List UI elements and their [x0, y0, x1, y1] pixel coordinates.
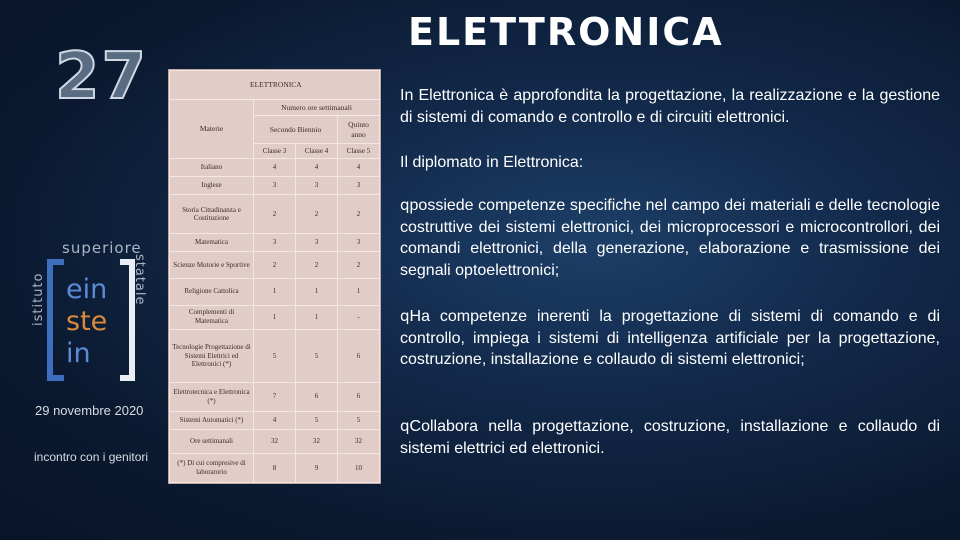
table-title: ELETTRONICA [170, 71, 380, 100]
hours-cell: 2 [254, 195, 296, 234]
table-row [170, 195, 380, 234]
logo-top-word: superiore [62, 239, 142, 257]
hours-cell: 3 [296, 234, 338, 252]
bullet-marker: q [400, 196, 410, 214]
hours-cell: 2 [338, 195, 380, 234]
hours-cell: 3 [254, 234, 296, 252]
bullet-marker: q [400, 417, 410, 435]
hours-cell: 2 [338, 252, 380, 279]
hours-cell: 32 [296, 429, 338, 453]
table-row [170, 278, 380, 305]
meeting-label: incontro con i genitori [34, 450, 149, 464]
table-row [170, 383, 380, 412]
subject-header: Materie [170, 99, 254, 158]
hours-cell: 3 [254, 177, 296, 195]
hours-cell: 6 [338, 329, 380, 382]
bullet-marker: q [400, 307, 410, 325]
subject-cell: Matematica [170, 234, 254, 252]
table-row [170, 329, 380, 382]
class-header: Classe 3 [254, 144, 296, 158]
hours-cell: 2 [296, 252, 338, 279]
hours-cell: 2 [296, 195, 338, 234]
table-row [170, 429, 380, 453]
table-row [170, 177, 380, 195]
hours-cell: 7 [254, 383, 296, 412]
hours-cell: 9 [296, 454, 338, 483]
table-row [170, 158, 380, 176]
hours-cell: 32 [338, 429, 380, 453]
subject-cell: Tecnologie Progettazione di Sistemi Elettrici ed Elettronici (*) [170, 329, 254, 382]
hours-cell: 2 [254, 252, 296, 279]
logo-line-2: ste [66, 306, 108, 337]
bullet-text: possiede competenze specifiche nel campo dei materiali e delle tecnologie costruttive dei sistemi elettronici, dei microprocessori e microcontrollori, dei comandi elettronici, della generazione, elaborazione e trasmissione dei segnali optoelettronici; [400, 197, 940, 279]
hours-cell: 4 [338, 158, 380, 176]
date-label: 29 novembre 2020 [35, 403, 144, 418]
slide-title: ELETTRONICA [408, 10, 724, 54]
bullet-text: Ha competenze inerenti la progettazione di sistemi di comando e di controllo, impiega i sistemi di intelligenza artificiale per la progettazione, costruzione, installazione e collaudo di sistemi elettronici; [400, 308, 940, 368]
hours-cell: - [338, 305, 380, 329]
diploma-heading: Il diplomato in Elettronica: [400, 154, 584, 171]
bullet-item [400, 306, 940, 371]
hours-cell: 1 [254, 305, 296, 329]
class-header: Classe 5 [338, 144, 380, 158]
hours-table [168, 69, 381, 484]
hours-cell: 6 [338, 383, 380, 412]
hours-cell: 8 [254, 454, 296, 483]
table-row [170, 411, 380, 429]
logo-left-word: istituto [31, 272, 46, 326]
subject-cell: Storia Cittadinanza e Costituzione [170, 195, 254, 234]
table-row [170, 305, 380, 329]
hours-cell: 6 [296, 383, 338, 412]
slide-number: 27 [55, 40, 149, 114]
hours-cell: 4 [254, 411, 296, 429]
hours-cell: 1 [254, 278, 296, 305]
subject-cell: Italiano [170, 158, 254, 176]
hours-cell: 10 [338, 454, 380, 483]
subject-cell: Sistemi Automatici (*) [170, 411, 254, 429]
hours-header: Numero ore settimanali [254, 99, 380, 115]
subject-cell: Religione Cattolica [170, 278, 254, 305]
bullet-item [400, 416, 940, 459]
hours-cell: 3 [296, 177, 338, 195]
hours-cell: 5 [296, 329, 338, 382]
class-header: Classe 4 [296, 144, 338, 158]
hours-cell: 3 [338, 177, 380, 195]
biennio-header: Secondo Biennio [254, 115, 338, 144]
logo-line-1: ein [66, 274, 108, 305]
hours-cell: 3 [338, 234, 380, 252]
hours-cell: 1 [296, 278, 338, 305]
hours-cell: 5 [296, 411, 338, 429]
hours-cell: 4 [296, 158, 338, 176]
subject-cell: Scienze Motorie e Sportive [170, 252, 254, 279]
table-row [170, 252, 380, 279]
logo-right-word: statale [132, 254, 147, 306]
hours-cell: 5 [254, 329, 296, 382]
intro-paragraph: In Elettronica è approfondita la progettazione, la realizzazione e la gestione di sistemi di comando e controllo e di circuiti elettronici. [400, 87, 940, 126]
quinto-header: Quinto anno [338, 115, 380, 144]
hours-cell: 1 [296, 305, 338, 329]
hours-cell: 32 [254, 429, 296, 453]
hours-cell: 4 [254, 158, 296, 176]
subject-cell: Elettrotecnica e Elettronica (*) [170, 383, 254, 412]
subject-cell: Complementi di Matematica [170, 305, 254, 329]
school-logo [28, 238, 156, 382]
hours-cell: 5 [338, 411, 380, 429]
table-row [170, 234, 380, 252]
subject-cell: Ore settimanali [170, 429, 254, 453]
table-row [170, 454, 380, 483]
bullet-text: Collabora nella progettazione, costruzione, installazione e collaudo di sistemi elettrici ed elettronici. [400, 418, 940, 457]
bullet-item [400, 195, 940, 281]
subject-cell: Inglese [170, 177, 254, 195]
subject-cell: (*) Di cui compresive di laboratorio [170, 454, 254, 483]
hours-cell: 1 [338, 278, 380, 305]
logo-line-3: in [66, 338, 91, 369]
